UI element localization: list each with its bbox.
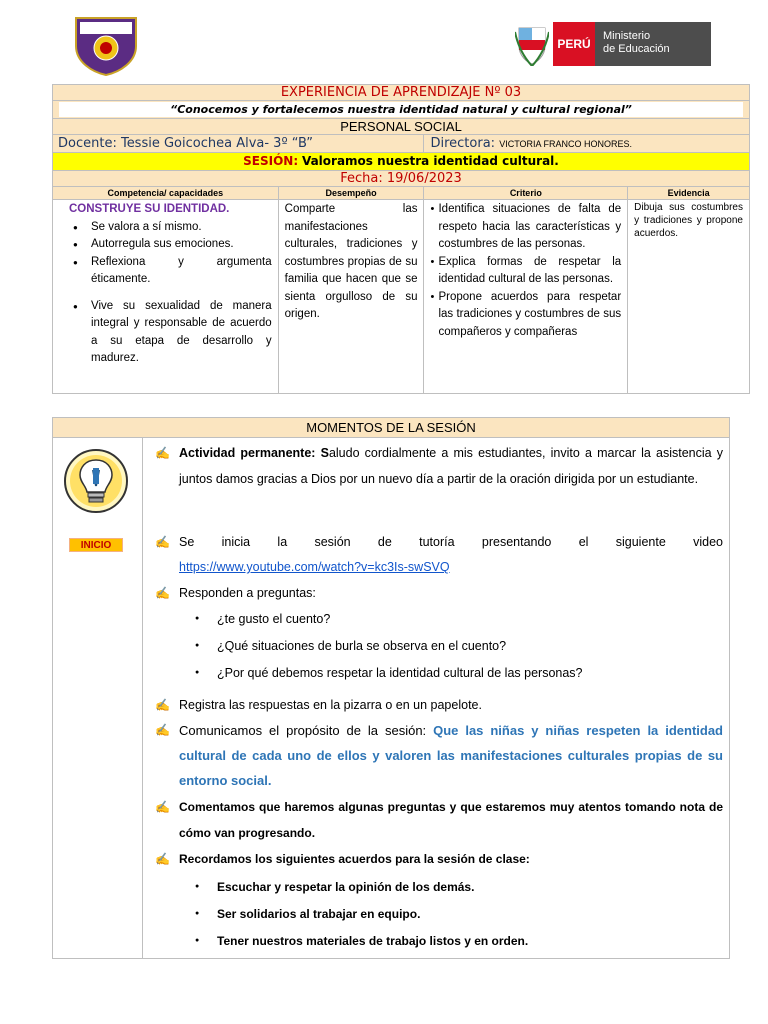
video-item — [155, 530, 723, 580]
ministerio-line2: de Educación — [603, 43, 670, 55]
fecha: Fecha: 19/06/2023 — [53, 171, 750, 187]
acuerdo-item: ● Escuchar y respetar la opinión de los demás. — [195, 876, 723, 903]
pregunta-item: ● ¿Por qué debemos respetar la identidad cultural de las personas? — [195, 662, 723, 689]
session-header-table — [52, 84, 750, 394]
proposito-text: Que las niñas y niñas respeten la identidad cultural de cada uno de ellos y valoren las manifestaciones culturales propias de su entorno social. — [179, 723, 723, 788]
desempeno-text: Comparte las manifestaciones culturales, tradiciones y costumbres propias de su familia que hacen que se sienta orgulloso de su origen. — [284, 203, 418, 320]
experience-title: EXPERIENCIA DE APRENDIZAJE Nº 03 — [53, 85, 750, 101]
criterio-cell — [424, 200, 628, 394]
preguntas-list — [195, 608, 723, 689]
ministerio-line1: Ministerio — [603, 30, 651, 42]
proposito-item — [155, 718, 723, 793]
experience-subtitle: “Conocemos y fortalecemos nuestra identidad natural y cultural regional” — [59, 102, 743, 117]
competencia-cell — [53, 200, 279, 394]
inicio-label: INICIO — [69, 538, 123, 552]
directora-name: VICTORIA FRANCO HONORES. — [499, 139, 633, 149]
school-logo — [68, 12, 144, 76]
acuerdos-intro — [155, 848, 723, 870]
pencil-icon: ✍ — [155, 698, 170, 712]
actividad-text: aludo cordialmente a mis estudiantes, invito a marcar la asistencia y juntos damos gracias a Dios por un nuevo día a partir de la oración dirigida por un estudiante. — [179, 446, 723, 486]
criterio-item: • Explica formas de respetar la identidad cultural de las personas. — [430, 254, 621, 289]
peru-label: PERÚ — [553, 22, 595, 66]
acuerdos-intro-text: Recordamos los siguientes acuerdos para la sesión de clase: — [179, 852, 530, 866]
pencil-icon: ✍ — [155, 800, 170, 814]
actividad-label: Actividad permanente: S — [179, 446, 329, 460]
acuerdo-item: ● Tener nuestros materiales de trabajo listos y en orden. — [195, 930, 723, 957]
ministerio-logo — [515, 22, 711, 66]
capacidad-item: ● Se valora a sí mismo. — [69, 219, 272, 237]
registra-item — [155, 694, 723, 716]
pregunta-item: ● ¿Qué situaciones de burla se observa en el cuento? — [195, 635, 723, 662]
area-title: PERSONAL SOCIAL — [53, 119, 750, 135]
capacidad-item: ● Vive su sexualidad de manera integral y responsable de acuerdo a su etapa de desarrollo y madurez. — [69, 298, 272, 368]
directora — [424, 135, 750, 153]
ministerio-label — [595, 22, 711, 66]
proposito-intro: Comunicamos el propósito de la sesión: — [179, 723, 434, 738]
preguntas-intro-text: Responden a preguntas: — [179, 586, 316, 600]
pregunta-item: ● ¿te gusto el cuento? — [195, 608, 723, 635]
comentamos-text: Comentamos que haremos algunas preguntas y que estaremos muy atentos tomando nota de cómo van progresando. — [179, 800, 723, 840]
video-text: Se inicia la sesión de tutoría presentando el siguiente video — [179, 535, 723, 549]
evidencia-cell — [628, 200, 750, 394]
docente: Docente: Tessie Goicochea Alva- 3º “B” — [53, 135, 424, 153]
registra-text: Registra las respuestas en la pizarra o en un papelote. — [179, 698, 482, 712]
pencil-icon: ✍ — [155, 586, 170, 600]
momentos-content — [155, 438, 723, 958]
session-value: Valoramos nuestra identidad cultural. — [301, 154, 559, 168]
col-evidencia: Evidencia — [628, 187, 750, 200]
lightbulb-icon — [63, 448, 129, 514]
criterio-item: • Identifica situaciones de falta de respeto hacia las características y costumbres de las personas. — [430, 201, 621, 254]
peru-shield-icon — [515, 22, 549, 66]
video-link[interactable]: https://www.youtube.com/watch?v=kc3Is-swSVQ — [179, 560, 450, 574]
comentamos-item — [155, 794, 723, 846]
col-criterio: Criterio — [424, 187, 628, 200]
pencil-icon: ✍ — [155, 446, 170, 460]
pencil-icon: ✍ — [155, 852, 170, 866]
capacidad-item: ● Autorregula sus emociones. — [69, 236, 272, 254]
capacidad-item: ● Reflexiona y argumenta éticamente. — [69, 254, 272, 289]
criterio-item: • Propone acuerdos para respetar las tradiciones y costumbres de sus compañeros y compañeras — [430, 289, 621, 342]
inicio-column — [53, 438, 143, 958]
competencia-title: CONSTRUYE SU IDENTIDAD. — [69, 203, 230, 215]
session-row — [53, 153, 750, 171]
session-label: SESIÓN: — [243, 154, 299, 168]
evidencia-text: Dibuja sus costumbres y tradiciones y propone acuerdos. — [634, 202, 743, 239]
directora-label: Directora: — [430, 136, 496, 151]
pencil-icon: ✍ — [155, 535, 170, 549]
actividad-permanente — [155, 440, 723, 492]
momentos-title: MOMENTOS DE LA SESIÓN — [53, 418, 729, 438]
experience-subtitle-row — [53, 101, 750, 119]
desempeno-cell — [278, 200, 424, 394]
momentos-table — [52, 417, 730, 959]
acuerdo-item: ● Ser solidarios al trabajar en equipo. — [195, 903, 723, 930]
preguntas-intro — [155, 582, 723, 604]
acuerdos-list — [195, 876, 723, 957]
pencil-icon: ✍ — [155, 723, 170, 737]
col-competencia: Competencia/ capacidades — [53, 187, 279, 200]
col-desempeno: Desempeño — [278, 187, 424, 200]
